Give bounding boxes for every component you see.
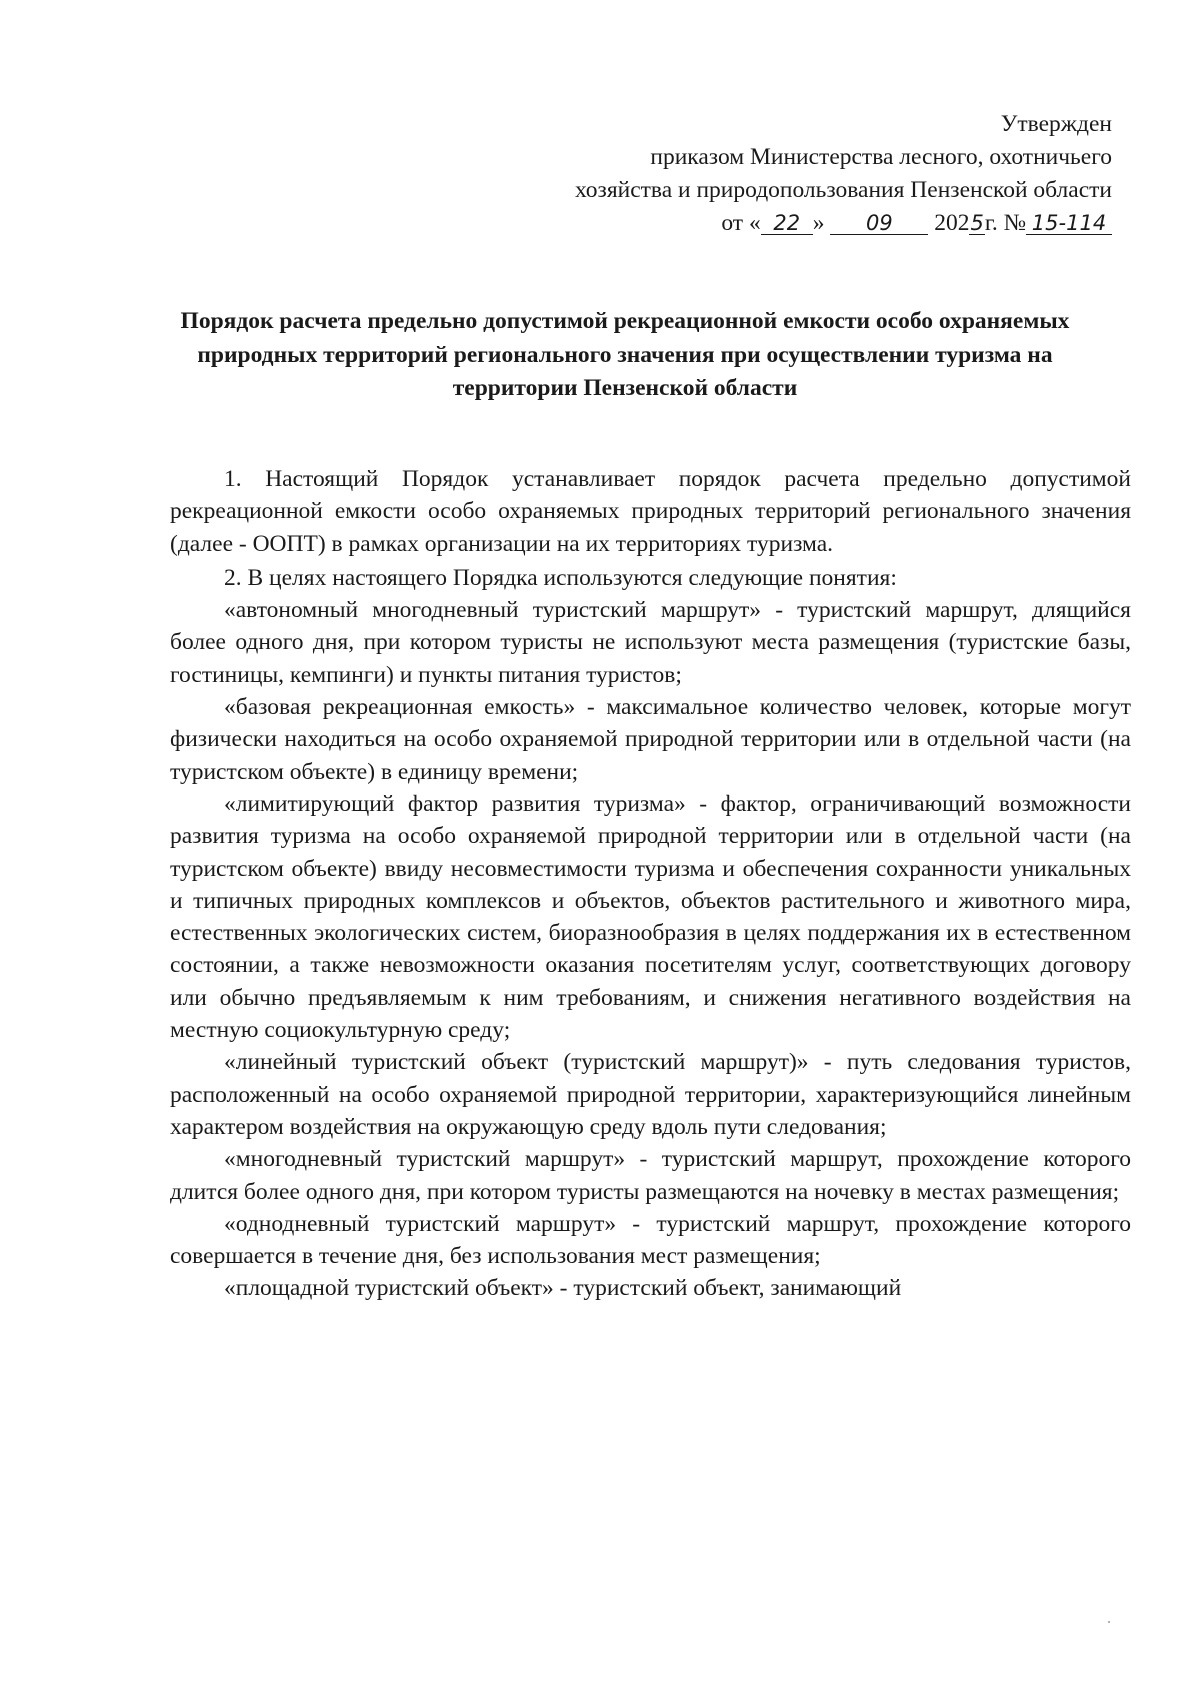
approval-date-line xyxy=(575,207,1112,240)
approval-line-1: Утвержден xyxy=(1000,111,1112,137)
approval-stamp xyxy=(575,108,1112,240)
paragraph: «базовая рекреационная емкость» - максимальное количество человек, которые могут физически находиться на особо охраняемой природной территории или в отдельной части (на туристском объекте) в единицу времени; xyxy=(170,694,1131,785)
handwritten-month: 09 xyxy=(830,212,928,235)
year-after: г. № xyxy=(984,210,1026,236)
year-prefix: 202 xyxy=(928,210,970,236)
handwritten-day: 22 xyxy=(761,212,813,235)
paragraph: «лимитирующий фактор развития туризма» - фактор, ограничивающий возможности развития туризма на особо охраняемой природной территории или в отдельной части (на туристском объекте) ввиду несовместимости туризма и обеспечения сохранности уникальных и типичных природных комплексов и объектов, объектов растительного и животного мира, естественных экологических систем, биоразнообразия в целях поддержания их в естественном состоянии, а также невозможности оказания посетителям услуг, соответствующих договору или обычно предъявляемым к ним требованиям, и снижения негативного воздействия на местную социокультурную среду; xyxy=(170,790,1131,1044)
document-title: Порядок расчета предельно допустимой рекреационной емкости особо охраняемых природных территорий регионального значения при осуществлении туризма на территории Пензенской области xyxy=(180,308,1070,401)
paragraph: «многодневный туристский маршрут» - туристский маршрут, прохождение которого длится более одного дня, при котором туристы размещаются на ночевку в местах размещения; xyxy=(170,1146,1131,1205)
paragraph: «линейный туристский объект (туристский маршрут)» - путь следования туристов, расположенный на особо охраняемой природной территории, характеризующийся линейным характером воздействия на окружающую среду вдоль пути следования; xyxy=(170,1049,1131,1140)
approval-line-3: хозяйства и природопользования Пензенской области xyxy=(574,177,1112,203)
date-mid: » xyxy=(812,210,831,236)
paragraph: «площадной туристский объект» - туристский объект, занимающий xyxy=(224,1275,902,1302)
paragraph: «однодневный туристский маршрут» - туристский маршрут, прохождение которого совершается в течение дня, без использования мест размещения; xyxy=(170,1210,1131,1270)
paragraph: «автономный многодневный туристский маршрут» - туристский маршрут, длящийся более одного дня, при котором туристы не используют места размещения (туристские базы, гостиницы, кемпинги) и пункты питания туристов; xyxy=(170,597,1131,688)
date-prefix: от « xyxy=(721,210,761,236)
scan-speck xyxy=(1108,1621,1110,1623)
paragraph: 1. Настоящий Порядок устанавливает порядок расчета предельно допустимой рекреационной емкости особо охраняемых природных территорий регионального значения (далее - ООПТ) в рамках организации на их территориях туризма. xyxy=(170,466,1131,557)
document-body xyxy=(170,463,1131,1305)
approval-line-2: приказом Министерства лесного, охотничьего xyxy=(650,144,1112,170)
handwritten-order-number: 15-114 xyxy=(1026,212,1112,235)
handwritten-year-digit: 5 xyxy=(970,211,984,235)
paragraph: 2. В целях настоящего Порядка используются следующие понятия: xyxy=(224,564,897,591)
